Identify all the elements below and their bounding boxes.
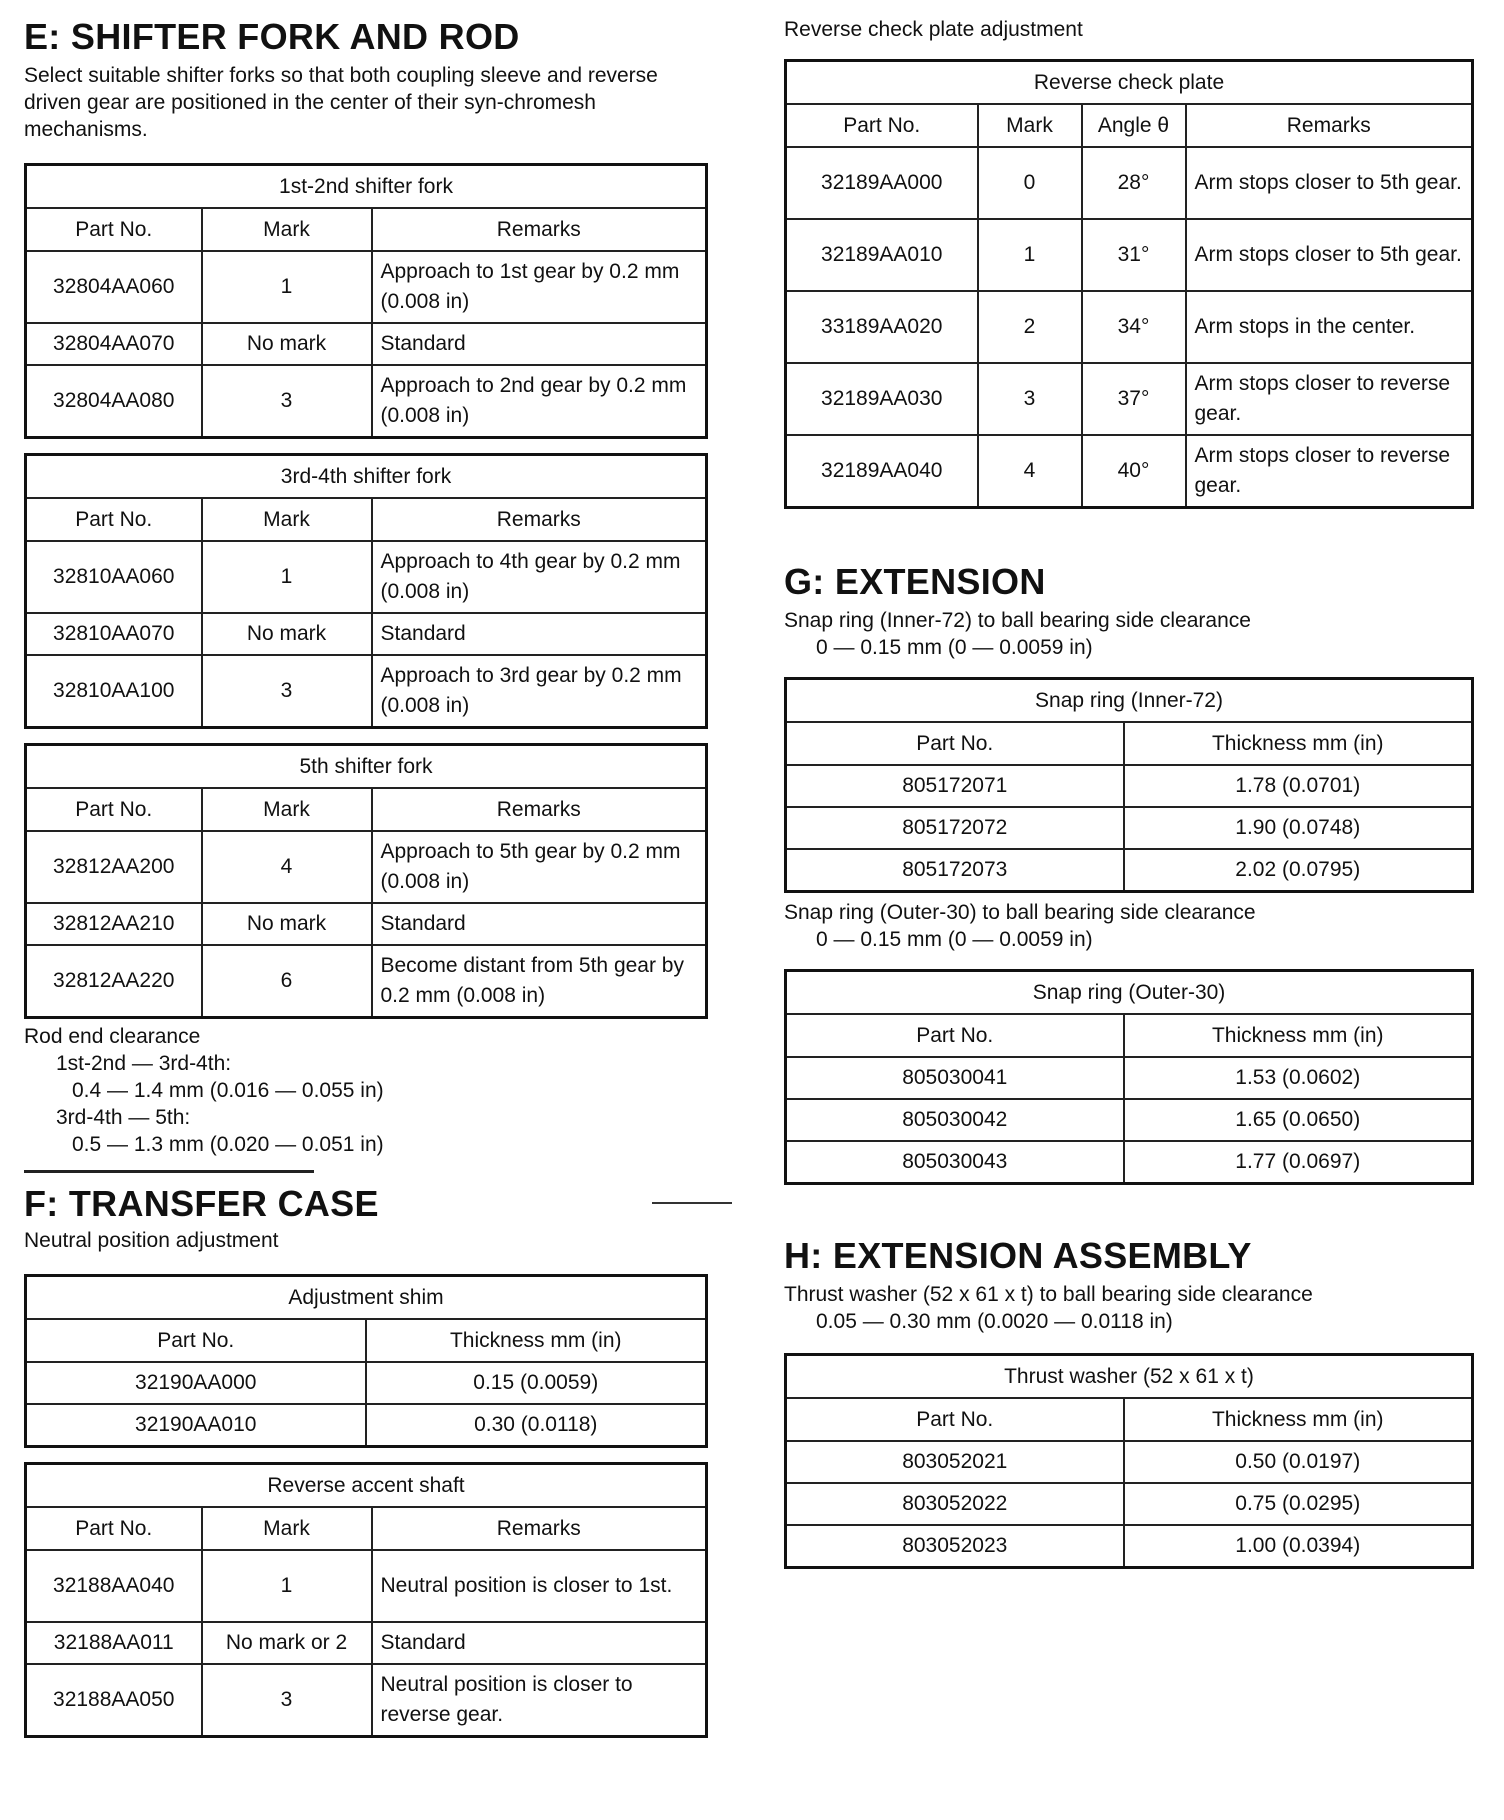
table-row: [786, 1525, 1473, 1568]
inner-clearance-label: Snap ring (Inner-72) to ball bearing side clearance: [784, 609, 1251, 632]
header-mark: Mark: [978, 104, 1082, 147]
header-part-no: Part No.: [786, 1398, 1124, 1441]
part-no-cell: 32812AA220: [26, 945, 202, 1018]
thickness-cell: 0.30 (0.0118): [366, 1404, 707, 1447]
outer-clearance-label: Snap ring (Outer-30) to ball bearing side clearance: [784, 901, 1256, 924]
mark-cell: 0: [978, 147, 1082, 219]
section-h-title: H: EXTENSION ASSEMBLY: [784, 1235, 1252, 1276]
remarks-cell: Arm stops closer to 5th gear.: [1186, 147, 1473, 219]
part-no-cell: 803052022: [786, 1483, 1124, 1525]
table-caption: 5th shifter fork: [26, 745, 707, 789]
header-thickness: Thickness mm (in): [1124, 1398, 1473, 1441]
header-part-no: Part No.: [786, 1014, 1124, 1057]
mark-cell: 3: [202, 655, 372, 728]
mark-cell: 1: [202, 1550, 372, 1622]
table-row: [26, 1362, 707, 1404]
angle-cell: 34°: [1082, 291, 1186, 363]
inner-clearance-value: 0 — 0.15 mm (0 — 0.0059 in): [816, 636, 1093, 659]
thrust-washer-table: [784, 1353, 1474, 1569]
table-row: [786, 1441, 1473, 1483]
remarks-cell: Arm stops closer to reverse gear.: [1186, 363, 1473, 435]
mark-cell: 1: [978, 219, 1082, 291]
part-no-cell: 32804AA080: [26, 365, 202, 438]
table-row: [26, 831, 707, 903]
header-mark: Mark: [202, 788, 372, 831]
remarks-cell: Standard: [372, 323, 707, 365]
part-no-cell: 32190AA010: [26, 1404, 366, 1447]
table-row: [26, 541, 707, 613]
part-no-cell: 803052023: [786, 1525, 1124, 1568]
rod-clearance-value2: 0.5 — 1.3 mm (0.020 — 0.051 in): [72, 1133, 384, 1156]
header-part-no: Part No.: [786, 104, 978, 147]
mark-cell: 3: [202, 1664, 372, 1737]
left-column: [24, 16, 708, 1738]
remarks-cell: Standard: [372, 1622, 707, 1664]
header-remarks: Remarks: [372, 498, 707, 541]
table-row: [26, 251, 707, 323]
rod-clearance-label: Rod end clearance: [24, 1025, 201, 1048]
table-row: [26, 655, 707, 728]
part-no-cell: 32810AA060: [26, 541, 202, 613]
header-remarks: Remarks: [1186, 104, 1473, 147]
mark-cell: 2: [978, 291, 1082, 363]
part-no-cell: 805172073: [786, 849, 1124, 892]
part-no-cell: 805030041: [786, 1057, 1124, 1099]
part-no-cell: 805172071: [786, 765, 1124, 807]
header-remarks: Remarks: [372, 208, 707, 251]
header-thickness: Thickness mm (in): [366, 1319, 707, 1362]
header-angle: Angle θ: [1082, 104, 1186, 147]
header-part-no: Part No.: [26, 788, 202, 831]
section-f-title: F: TRANSFER CASE: [24, 1183, 379, 1224]
part-no-cell: 33189AA020: [786, 291, 978, 363]
table-row: [786, 765, 1473, 807]
part-no-cell: 805030042: [786, 1099, 1124, 1141]
right-column: [784, 16, 1474, 1569]
remarks-cell: Standard: [372, 903, 707, 945]
reverse-check-intro: Reverse check plate adjustment: [784, 18, 1083, 41]
header-remarks: Remarks: [372, 788, 707, 831]
reverse-check-plate-table: [784, 59, 1474, 509]
part-no-cell: 32190AA000: [26, 1362, 366, 1404]
remarks-cell: Neutral position is closer to 1st.: [372, 1550, 707, 1622]
thickness-cell: 0.75 (0.0295): [1124, 1483, 1473, 1525]
mark-cell: 1: [202, 541, 372, 613]
part-no-cell: 32810AA100: [26, 655, 202, 728]
rod-clearance-line1: 1st-2nd — 3rd-4th:: [56, 1052, 232, 1075]
angle-cell: 37°: [1082, 363, 1186, 435]
remarks-cell: Arm stops in the center.: [1186, 291, 1473, 363]
part-no-cell: 805030043: [786, 1141, 1124, 1184]
rod-clearance-block: [24, 1023, 708, 1158]
remarks-cell: Become distant from 5th gear by 0.2 mm (0.008 in): [372, 945, 707, 1018]
table-caption: Thrust washer (52 x 61 x t): [786, 1355, 1473, 1399]
part-no-cell: 803052021: [786, 1441, 1124, 1483]
rod-clearance-line2: 3rd-4th — 5th:: [56, 1106, 191, 1129]
thickness-cell: 1.53 (0.0602): [1124, 1057, 1473, 1099]
header-thickness: Thickness mm (in): [1124, 722, 1473, 765]
part-no-cell: 32189AA040: [786, 435, 978, 508]
thrust-clearance-value: 0.05 — 0.30 mm (0.0020 — 0.0118 in): [816, 1310, 1173, 1333]
table-row: [26, 1664, 707, 1737]
table-caption: Snap ring (Inner-72): [786, 679, 1473, 723]
fork-12-table: [24, 163, 708, 439]
mark-cell: 3: [202, 365, 372, 438]
mark-cell: 6: [202, 945, 372, 1018]
mark-cell: 3: [978, 363, 1082, 435]
angle-cell: 28°: [1082, 147, 1186, 219]
thickness-cell: 1.00 (0.0394): [1124, 1525, 1473, 1568]
outer-clearance-value: 0 — 0.15 mm (0 — 0.0059 in): [816, 928, 1093, 951]
thickness-cell: 1.65 (0.0650): [1124, 1099, 1473, 1141]
mark-cell: No mark or 2: [202, 1622, 372, 1664]
table-row: [786, 1099, 1473, 1141]
table-row: [26, 945, 707, 1018]
mark-cell: 1: [202, 251, 372, 323]
remarks-cell: Approach to 4th gear by 0.2 mm (0.008 in): [372, 541, 707, 613]
part-no-cell: 32810AA070: [26, 613, 202, 655]
header-part-no: Part No.: [786, 722, 1124, 765]
part-no-cell: 32188AA011: [26, 1622, 202, 1664]
table-row: [786, 147, 1473, 219]
thickness-cell: 1.78 (0.0701): [1124, 765, 1473, 807]
header-mark: Mark: [202, 1507, 372, 1550]
remarks-cell: Approach to 1st gear by 0.2 mm (0.008 in): [372, 251, 707, 323]
part-no-cell: 32189AA010: [786, 219, 978, 291]
table-caption: 3rd-4th shifter fork: [26, 455, 707, 499]
fork-5-table: [24, 743, 708, 1019]
part-no-cell: 32812AA200: [26, 831, 202, 903]
remarks-cell: Approach to 3rd gear by 0.2 mm (0.008 in): [372, 655, 707, 728]
mark-cell: No mark: [202, 613, 372, 655]
snap-ring-inner-table: [784, 677, 1474, 893]
table-row: [786, 363, 1473, 435]
table-row: [786, 435, 1473, 508]
table-caption: Adjustment shim: [26, 1276, 707, 1320]
section-e-title: E: SHIFTER FORK AND ROD: [24, 16, 520, 57]
table-row: [786, 1141, 1473, 1184]
rod-clearance-value1: 0.4 — 1.4 mm (0.016 — 0.055 in): [72, 1079, 384, 1102]
remarks-cell: Standard: [372, 613, 707, 655]
table-caption: Snap ring (Outer-30): [786, 971, 1473, 1015]
part-no-cell: 32189AA030: [786, 363, 978, 435]
part-no-cell: 32188AA050: [26, 1664, 202, 1737]
table-caption: Reverse check plate: [786, 61, 1473, 105]
header-part-no: Part No.: [26, 498, 202, 541]
reverse-accent-shaft-table: [24, 1462, 708, 1738]
section-divider: [24, 1170, 314, 1173]
table-row: [786, 1057, 1473, 1099]
thickness-cell: 0.15 (0.0059): [366, 1362, 707, 1404]
header-mark: Mark: [202, 208, 372, 251]
mark-cell: 4: [978, 435, 1082, 508]
thickness-cell: 2.02 (0.0795): [1124, 849, 1473, 892]
table-row: [26, 1404, 707, 1447]
part-no-cell: 32188AA040: [26, 1550, 202, 1622]
table-row: [786, 219, 1473, 291]
section-g-title: G: EXTENSION: [784, 561, 1046, 602]
table-row: [26, 1550, 707, 1622]
section-f-intro: Neutral position adjustment: [24, 1229, 279, 1252]
table-row: [786, 291, 1473, 363]
angle-cell: 31°: [1082, 219, 1186, 291]
part-no-cell: 32812AA210: [26, 903, 202, 945]
header-part-no: Part No.: [26, 1319, 366, 1362]
section-e-intro: Select suitable shifter forks so that both coupling sleeve and reverse driven gear are positioned in the center of their syn-chromesh mechanisms.: [24, 64, 658, 141]
section-divider-right: [652, 1202, 732, 1204]
angle-cell: 40°: [1082, 435, 1186, 508]
table-row: [26, 365, 707, 438]
table-caption: 1st-2nd shifter fork: [26, 165, 707, 209]
table-row: [786, 849, 1473, 892]
header-part-no: Part No.: [26, 208, 202, 251]
thickness-cell: 1.77 (0.0697): [1124, 1141, 1473, 1184]
thickness-cell: 0.50 (0.0197): [1124, 1441, 1473, 1483]
mark-cell: 4: [202, 831, 372, 903]
table-row: [786, 807, 1473, 849]
remarks-cell: Arm stops closer to reverse gear.: [1186, 435, 1473, 508]
part-no-cell: 805172072: [786, 807, 1124, 849]
table-row: [26, 1622, 707, 1664]
remarks-cell: Arm stops closer to 5th gear.: [1186, 219, 1473, 291]
adjustment-shim-table: [24, 1274, 708, 1448]
table-row: [786, 1483, 1473, 1525]
mark-cell: No mark: [202, 323, 372, 365]
remarks-cell: Approach to 5th gear by 0.2 mm (0.008 in): [372, 831, 707, 903]
header-mark: Mark: [202, 498, 372, 541]
header-thickness: Thickness mm (in): [1124, 1014, 1473, 1057]
part-no-cell: 32804AA060: [26, 251, 202, 323]
table-row: [26, 903, 707, 945]
part-no-cell: 32189AA000: [786, 147, 978, 219]
table-row: [26, 323, 707, 365]
header-part-no: Part No.: [26, 1507, 202, 1550]
remarks-cell: Approach to 2nd gear by 0.2 mm (0.008 in): [372, 365, 707, 438]
part-no-cell: 32804AA070: [26, 323, 202, 365]
mark-cell: No mark: [202, 903, 372, 945]
fork-34-table: [24, 453, 708, 729]
thrust-clearance-label: Thrust washer (52 x 61 x t) to ball bearing side clearance: [784, 1283, 1313, 1306]
table-row: [26, 613, 707, 655]
header-remarks: Remarks: [372, 1507, 707, 1550]
snap-ring-outer-table: [784, 969, 1474, 1185]
thickness-cell: 1.90 (0.0748): [1124, 807, 1473, 849]
table-caption: Reverse accent shaft: [26, 1464, 707, 1508]
remarks-cell: Neutral position is closer to reverse gear.: [372, 1664, 707, 1737]
